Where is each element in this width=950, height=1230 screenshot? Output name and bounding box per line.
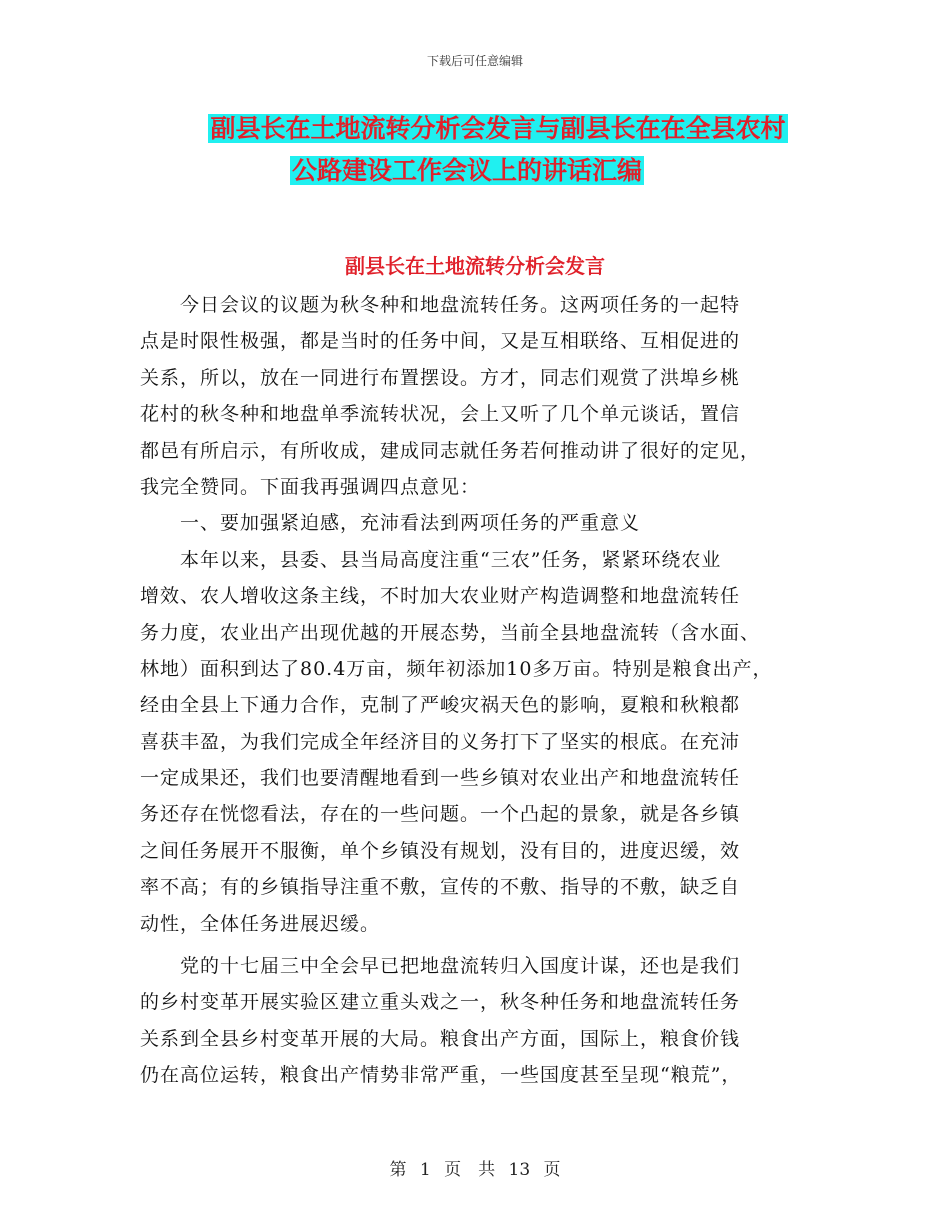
footer-suffix: 页	[543, 1160, 561, 1180]
document-title-line-2	[0, 154, 950, 188]
section-heading: 一、要加强紧迫感，充沛看法到两项任务的严重意义	[140, 512, 641, 535]
paragraph-line: 仍在高位运转，粮食出产情势非常严重，一些国度甚至呈现“粮荒”，	[140, 1064, 742, 1087]
document-title-line-1	[0, 112, 950, 146]
paragraph-line: 之间任务展开不服衡，单个乡镇没有规划，没有目的，进度迟缓，效	[140, 839, 741, 862]
paragraph-line: 花村的秋冬种和地盘单季流转状况，会上又听了几个单元谈话，置信	[140, 403, 741, 426]
body-text	[140, 287, 820, 1094]
paragraph-line: 关系到全县乡村变革开展的大局。粮食出产方面，国际上，粮食价钱	[140, 1027, 741, 1050]
paragraph-line: 党的十七届三中全会早已把地盘流转归入国度计谋，还也是我们	[140, 955, 741, 978]
paragraph-line: 我完全赞同。下面我再强调四点意见：	[140, 475, 481, 498]
title-text-1: 副县长在土地流转分析会发言与副县长在在全县农村	[210, 114, 786, 143]
paragraph-line: 一定成果还，我们也要清醒地看到一些乡镇对农业出产和地盘流转任	[140, 767, 741, 790]
paragraph-line: 经由全县上下通力合作，克制了严峻灾祸天色的影响，夏粮和秋粮都	[140, 694, 741, 717]
page-number: 1	[419, 1160, 431, 1180]
paragraph-line: 关系，所以，放在一同进行布置摆设。方才，同志们观赏了洪埠乡桃	[140, 366, 741, 389]
footer-middle: 页 共	[444, 1160, 496, 1180]
paragraph-line: 都邑有所启示，有所收成，建成同志就任务若何推动讲了很好的定见，	[140, 439, 761, 462]
paragraph-line: 林地）面积到达了80.4万亩，频年初添加10多万亩。特别是粮食出产，	[140, 657, 773, 680]
title-text-2: 公路建设工作会议上的讲话汇编	[292, 156, 643, 185]
paragraph-line: 点是时限性极强，都是当时的任务中间，又是互相联络、互相促进的	[140, 330, 741, 353]
paragraph-line: 本年以来，县委、县当局高度注重“三农”任务，紧紧环绕农业	[140, 548, 722, 571]
page-header: 下载后可任意编辑	[426, 54, 523, 68]
footer-prefix: 第	[389, 1160, 407, 1180]
paragraph-line: 动性，全体任务进展迟缓。	[140, 912, 381, 935]
paragraph-line: 务力度，农业出产出现优越的开展态势，当前全县地盘流转（含水面、	[140, 621, 761, 644]
total-pages: 13	[508, 1160, 531, 1180]
page-footer	[0, 1155, 950, 1180]
paragraph-line: 喜获丰盈，为我们完成全年经济目的义务打下了坚实的根底。在充沛	[140, 730, 741, 753]
section-subtitle: 副县长在土地流转分析会发言	[345, 254, 605, 278]
paragraph-line: 务还存在恍惚看法，存在的一些问题。一个凸起的景象，就是各乡镇	[140, 803, 741, 826]
paragraph-line: 增效、农人增收这条主线，不时加大农业财产构造调整和地盘流转任	[140, 585, 741, 608]
paragraph-line: 的乡村变革开展实验区建立重头戏之一，秋冬种任务和地盘流转任务	[140, 991, 741, 1014]
paragraph-line: 率不高；有的乡镇指导注重不敷，宣传的不敷、指导的不敷，缺乏自	[140, 876, 741, 899]
paragraph-line: 今日会议的议题为秋冬种和地盘流转任务。这两项任务的一起特	[140, 294, 741, 316]
